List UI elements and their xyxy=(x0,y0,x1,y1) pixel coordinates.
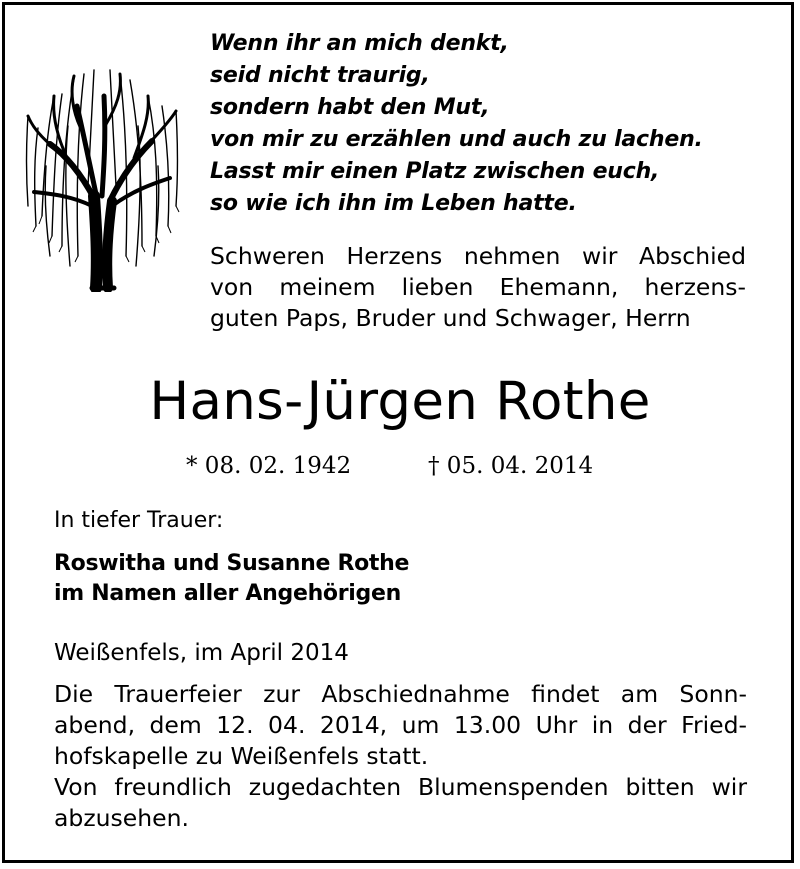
poem-line: Lasst mir einen Platz zwischen euch, xyxy=(210,159,660,184)
details-line: Von freundlich zugedachten Blumenspenden bitten wir xyxy=(54,773,747,801)
intro-line: Schweren Herzens nehmen wir Abschied xyxy=(210,242,746,270)
intro-line: von meinem lieben Ehemann, herzens- xyxy=(210,273,746,301)
death-date: † 05. 04. 2014 xyxy=(428,453,594,479)
poem-line: Wenn ihr an mich denkt, xyxy=(210,31,509,56)
poem-line: so wie ich ihn im Leben hatte. xyxy=(210,191,577,216)
poem-line: von mir zu erzählen und auch zu lachen. xyxy=(210,127,703,152)
tree-icon xyxy=(22,66,182,292)
poem xyxy=(210,28,703,220)
intro-line: guten Paps, Bruder und Schwager, Herrn xyxy=(210,304,691,332)
details-line: hofskapelle zu Weißenfels statt. xyxy=(54,742,429,770)
birth-date: * 08. 02. 1942 xyxy=(186,453,352,479)
family-line: im Namen aller Angehörigen xyxy=(54,581,401,606)
poem-line: sondern habt den Mut, xyxy=(210,95,490,120)
family-line: Roswitha und Susanne Rothe xyxy=(54,551,410,576)
details-line: abzusehen. xyxy=(54,804,189,832)
family-names xyxy=(54,549,409,609)
deceased-name: Hans-Jürgen Rothe xyxy=(149,371,651,432)
funeral-details xyxy=(54,679,747,834)
place-date: Weißenfels, im April 2014 xyxy=(54,640,349,666)
mourning-label: In tiefer Trauer: xyxy=(54,508,224,533)
intro-text xyxy=(210,241,746,334)
poem-line: seid nicht traurig, xyxy=(210,63,430,88)
details-line: abend, dem 12. 04. 2014, um 13.00 Uhr in der Fried- xyxy=(54,711,747,739)
details-line: Die Trauerfeier zur Abschiednahme findet am Sonn- xyxy=(54,680,747,708)
